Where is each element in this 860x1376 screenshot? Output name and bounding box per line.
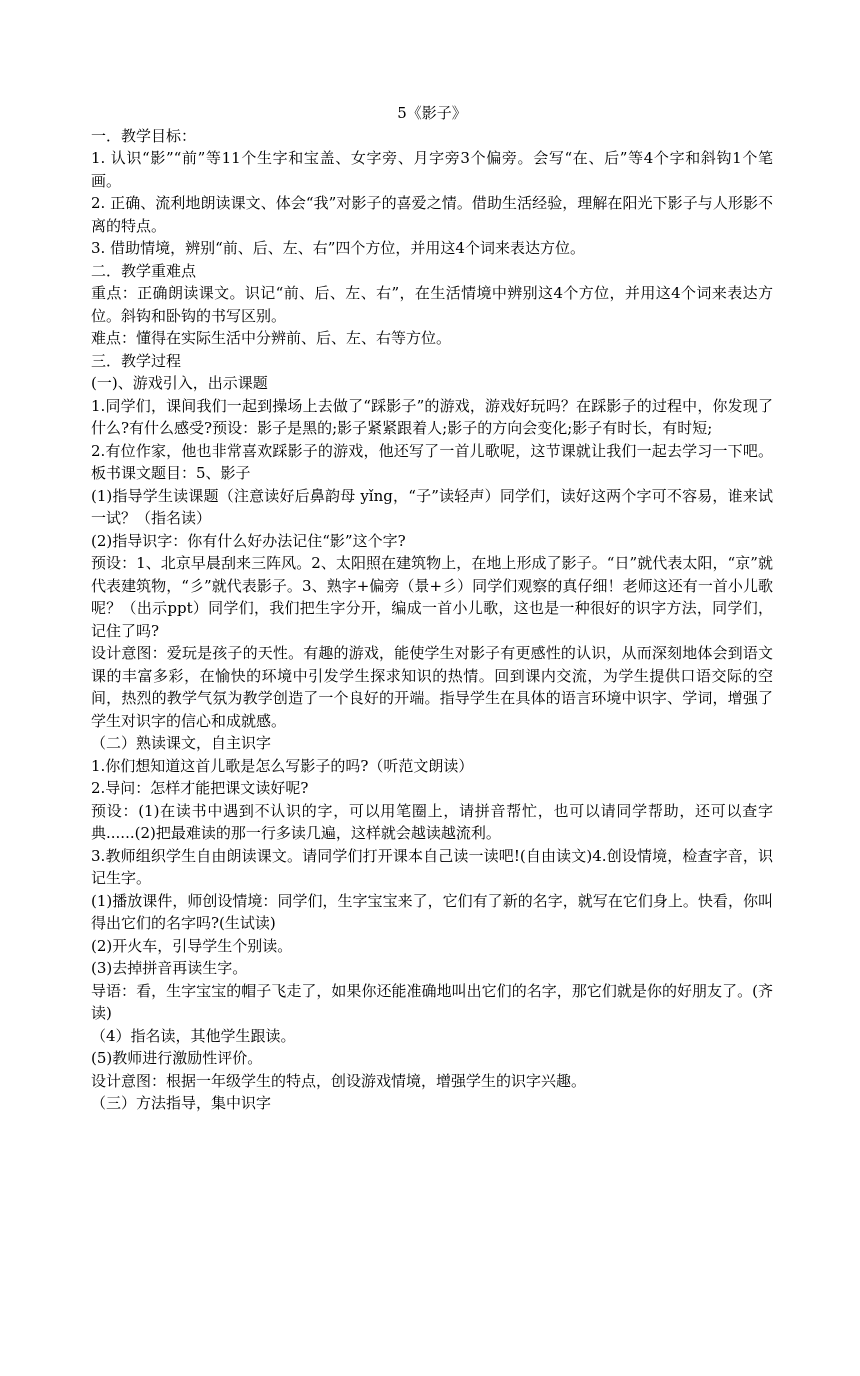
process-paragraph: 1.你们想知道这首儿歌是怎么写影子的吗?（听范文朗读） <box>91 756 474 775</box>
subsection-heading-1: (一)、游戏引入，出示课题 <box>91 374 268 392</box>
document-body <box>91 102 773 1115</box>
process-paragraph: 预设：1、北京早晨刮来三阵风。2、太阳照在建筑物上，在地上形成了影子。“日”就代表太阳，“京”就代表建筑物，“彡”就代表影子。3、熟字+偏旁（景+彡）同学们观察的真仔细！老师这还有一首小儿歌呢？（出示ppt）同学们，我们把生字分开，编成一首小儿歌，这也是一种很好的识字方法，同学们，记住了吗? <box>91 554 773 640</box>
design-intent-paragraph: 设计意图：爱玩是孩子的天性。有趣的游戏，能使学生对影子有更感性的认识，从而深刻地体会到语文课的丰富多彩，在愉快的环境中引发学生探求知识的热情。回到课内交流，为学生提供口语交际的空间，热烈的教学气氛为教学创造了一个良好的开端。指导学生在具体的语言环境中识字、学词，增强了学生对识字的信心和成就感。 <box>91 644 773 730</box>
process-paragraph: (2)开火车，引导学生个别读。 <box>91 936 293 955</box>
process-paragraph: (1)播放课件，师创设情境：同学们，生字宝宝来了，它们有了新的名字，就写在它们身上。快看，你叫得出它们的名字吗?(生试读) <box>91 891 773 932</box>
difficult-point: 难点：懂得在实际生活中分辨前、后、左、右等方位。 <box>91 329 452 347</box>
process-paragraph: 2.有位作家，他也非常喜欢踩影子的游戏，他还写了一首儿歌呢，这节课就让我们一起去学习一下吧。板书课文题目：5、影子 <box>91 441 773 482</box>
section-heading-process: 三．教学过程 <box>91 351 182 370</box>
section-heading-key-points: 二．教学重难点 <box>91 261 197 280</box>
section-heading-objectives: 一．教学目标： <box>91 126 197 145</box>
design-intent-paragraph: 设计意图：根据一年级学生的特点，创设游戏情境，增强学生的识字兴趣。 <box>91 1071 587 1090</box>
key-point: 重点：正确朗读课文。识记“前、后、左、右”，在生活情境中辨别这4个方位，并用这4个词来表达方位。斜钩和卧钩的书写区别。 <box>91 284 773 325</box>
process-paragraph: (2)指导识字：你有什么好办法记住“影”这个字? <box>91 531 406 550</box>
subsection-heading-3: （三）方法指导，集中识字 <box>91 1094 272 1112</box>
process-paragraph: 3.教师组织学生自由朗读课文。请同学们打开课本自己读一读吧!(自由读文)4.创设情境，检查字音，识记生字。 <box>91 846 773 887</box>
page-title: 5《影子》 <box>397 104 467 122</box>
process-paragraph: 1.同学们，课间我们一起到操场上去做了“踩影子”的游戏，游戏好玩吗？在踩影子的过程中，你发现了什么?有什么感受?预设：影子是黑的;影子紧紧跟着人;影子的方向会变化;影子有时长，有时短; <box>91 396 773 437</box>
process-paragraph: 2.导问：怎样才能把课文读好呢? <box>91 779 309 797</box>
process-paragraph: （4）指名读，其他学生跟读。 <box>91 1026 296 1045</box>
process-paragraph: 导语：看，生字宝宝的帽子飞走了，如果你还能准确地叫出它们的名字，那它们就是你的好朋友了。(齐读) <box>91 981 773 1022</box>
process-paragraph: (3)去掉拼音再读生字。 <box>91 959 248 977</box>
subsection-heading-2: （二）熟读课文，自主识字 <box>91 734 272 752</box>
objective-3: 3. 借助情境，辨别“前、后、左、右”四个方位，并用这4个词来表达方位。 <box>91 239 585 257</box>
objective-2: 2. 正确、流利地朗读课文、体会“我”对影子的喜爱之情。借助生活经验，理解在阳光下影子与人形影不离的特点。 <box>91 194 773 235</box>
process-paragraph: 预设：(1)在读书中遇到不认识的字，可以用笔圈上，请拼音帮忙，也可以请同学帮助，还可以查字典......(2)把最难读的那一行多读几遍，这样就会越读越流利。 <box>91 801 773 842</box>
process-paragraph: (1)指导学生读课题（注意读好后鼻韵母 yǐng，“子”读轻声）同学们，读好这两个字可不容易，谁来试一试？（指名读） <box>91 486 773 527</box>
objective-1: 1. 认识“影”“前”等11个生字和宝盖、女字旁、月字旁3个偏旁。会写“在、后”等4个字和斜钩1个笔画。 <box>91 149 773 190</box>
process-paragraph: (5)教师进行激励性评价。 <box>91 1049 263 1067</box>
